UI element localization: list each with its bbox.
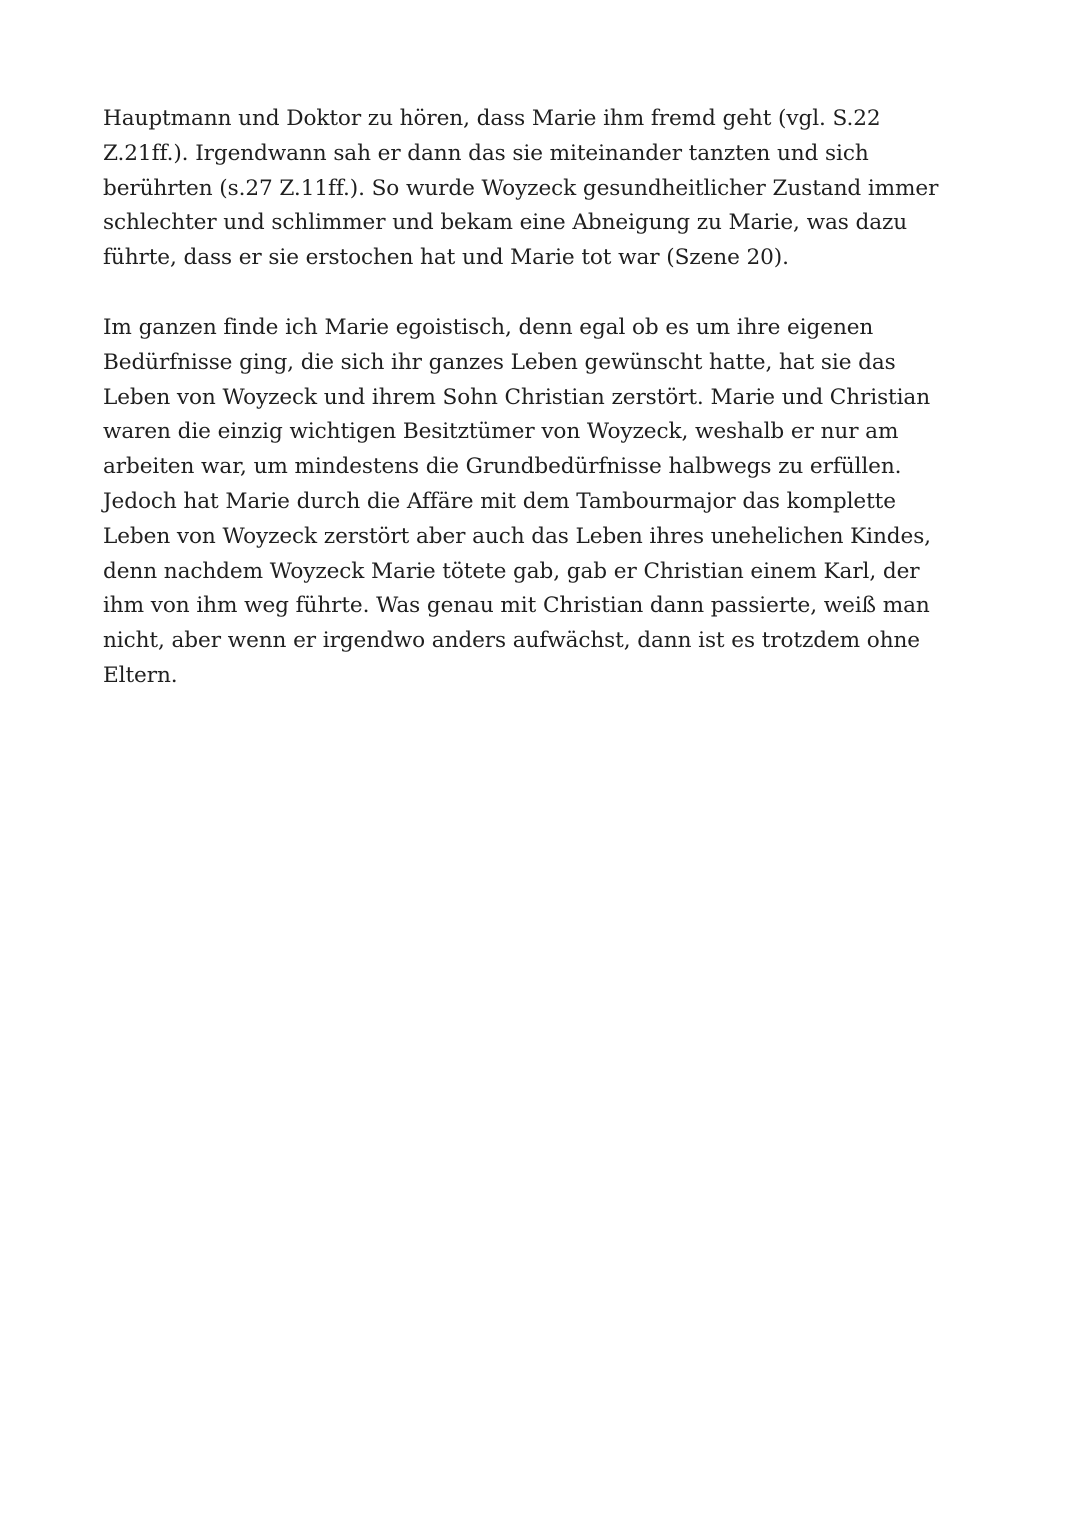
- text-line: arbeiten war, um mindestens die Grundbedürfnisse halbwegs zu erfüllen.: [103, 454, 902, 480]
- text-line: nicht, aber wenn er irgendwo anders aufwächst, dann ist es trotzdem ohne: [103, 628, 920, 654]
- text-line: berührten (s.27 Z.11ff.). So wurde Woyzeck gesundheitlicher Zustand immer: [103, 175, 939, 201]
- text-line: Bedürfnisse ging, die sich ihr ganzes Leben gewünscht hatte, hat sie das: [103, 349, 896, 375]
- text-line: Z.21ff.). Irgendwann sah er dann das sie miteinander tanzten und sich: [103, 140, 869, 166]
- text-line: Jedoch hat Marie durch die Affäre mit dem Tambourmajor das komplette: [103, 488, 896, 514]
- paragraph-2: [103, 311, 973, 694]
- text-line: Im ganzen finde ich Marie egoistisch, denn egal ob es um ihre eigenen: [103, 315, 874, 340]
- text-line: Hauptmann und Doktor zu hören, dass Marie ihm fremd geht (vgl. S.22: [103, 106, 881, 131]
- text-line: Leben von Woyzeck und ihrem Sohn Christian zerstört. Marie und Christian: [103, 384, 931, 410]
- paragraph-1: [103, 102, 973, 276]
- text-line: führte, dass er sie erstochen hat und Marie tot war (Szene 20).: [103, 245, 789, 271]
- text-line: denn nachdem Woyzeck Marie tötete gab, gab er Christian einem Karl, der: [103, 558, 920, 584]
- text-line: Eltern.: [103, 662, 178, 688]
- text-line: schlechter und schlimmer und bekam eine Abneigung zu Marie, was dazu: [103, 210, 908, 236]
- text-line: Leben von Woyzeck zerstört aber auch das Leben ihres unehelichen Kindes,: [103, 523, 931, 549]
- text-line: ihm von ihm weg führte. Was genau mit Christian dann passierte, weiß man: [103, 593, 930, 619]
- text-line: waren die einzig wichtigen Besitztümer von Woyzeck, weshalb er nur am: [103, 419, 899, 445]
